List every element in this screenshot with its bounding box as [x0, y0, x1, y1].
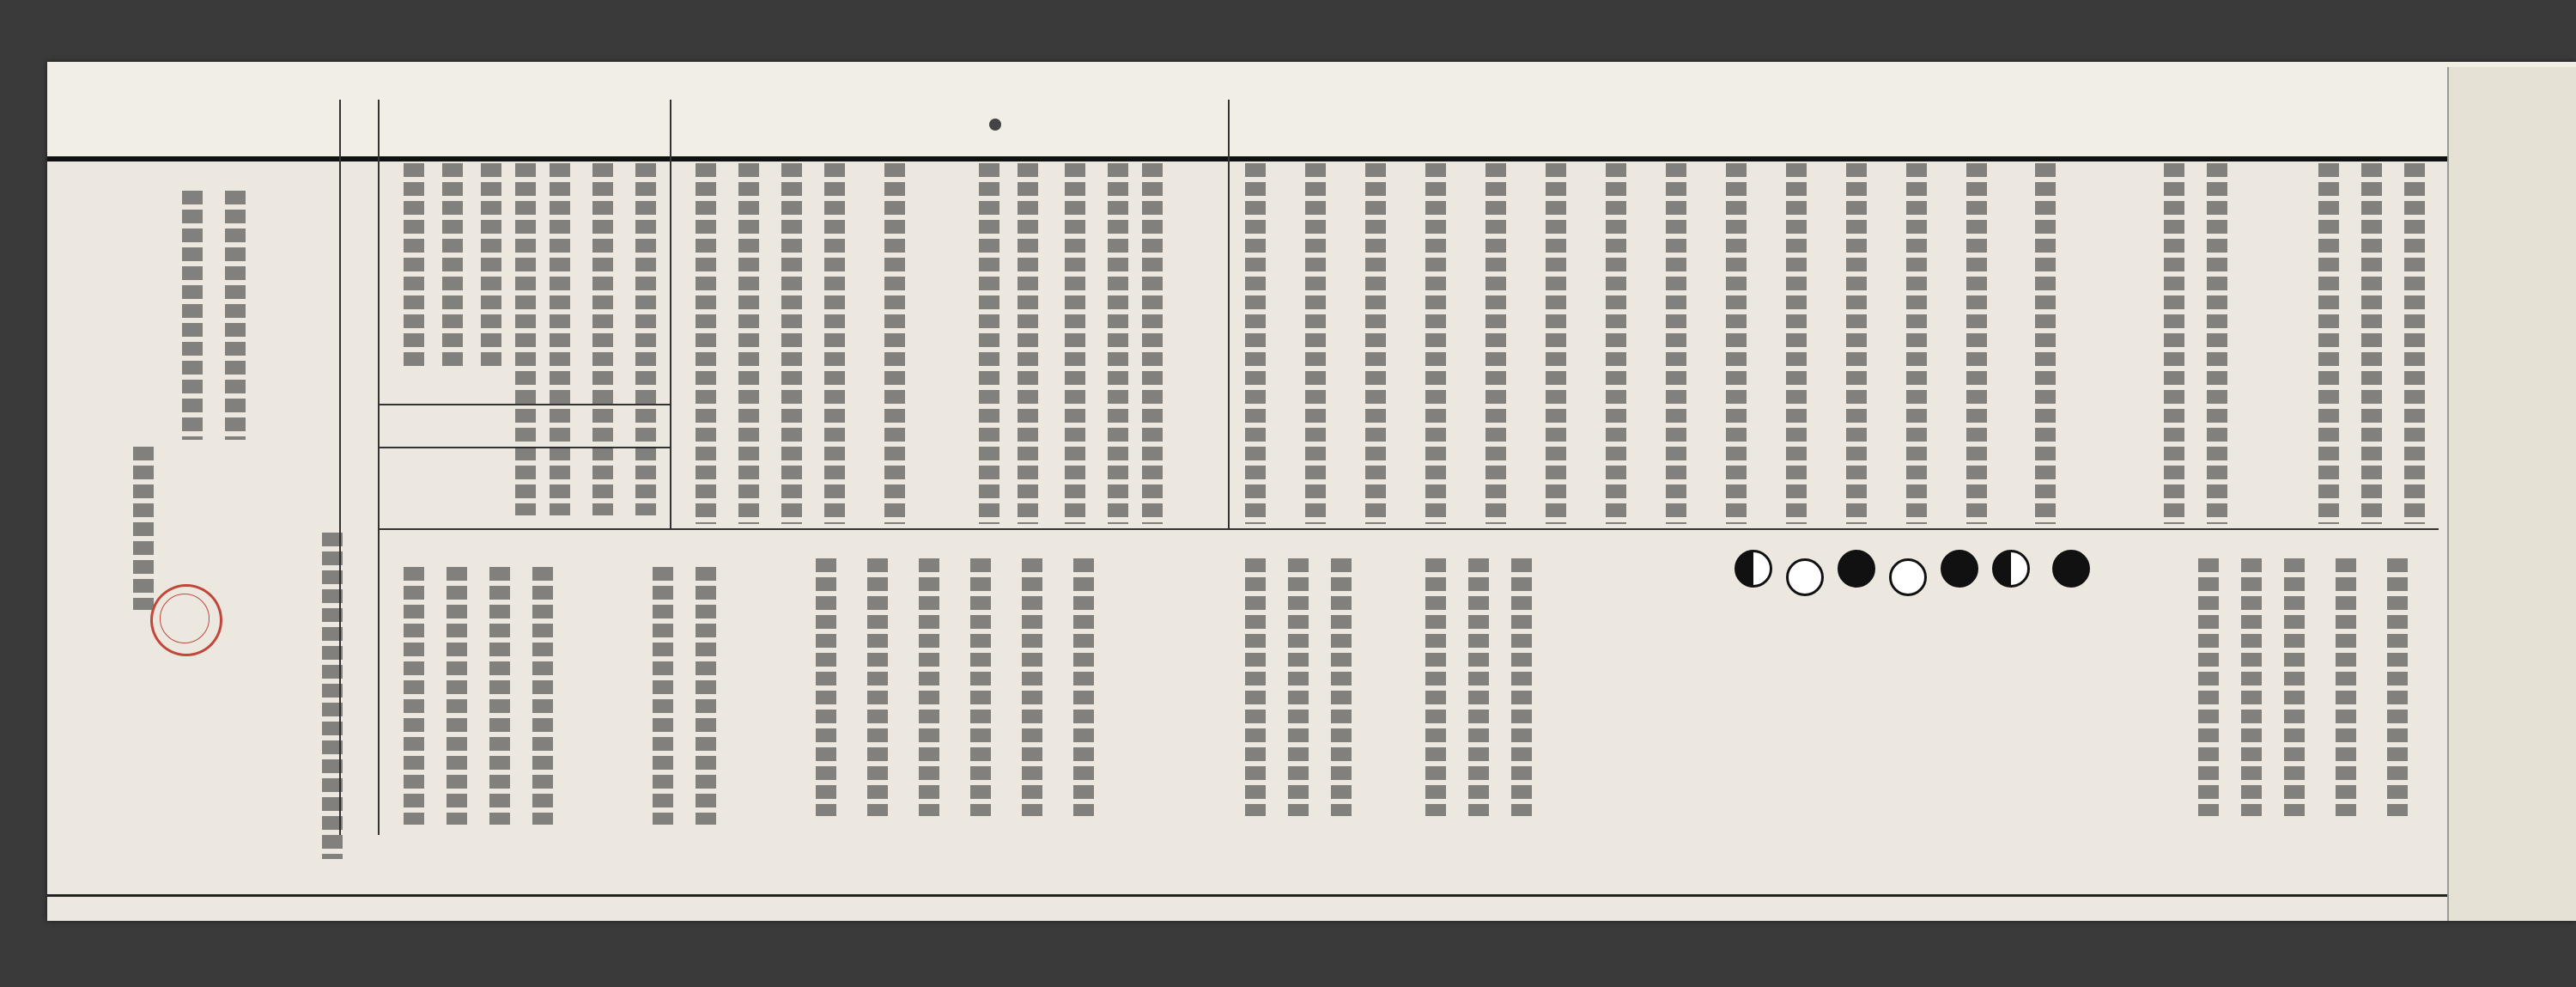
author-credit — [322, 533, 343, 859]
museum-stamp — [150, 584, 222, 656]
note-column — [447, 567, 467, 825]
direction-column — [1726, 163, 1747, 524]
publication-note — [225, 191, 246, 440]
note-column — [2198, 558, 2219, 816]
direction-column — [1666, 163, 1686, 524]
note-column — [824, 163, 845, 524]
note-column — [1018, 163, 1038, 524]
note-column — [1108, 163, 1128, 524]
note-column — [2207, 163, 2227, 524]
note-column — [970, 558, 991, 816]
calendar-table — [481, 163, 501, 369]
moon-marker — [1786, 558, 1824, 596]
direction-column — [1305, 163, 1326, 524]
note-column — [2404, 163, 2425, 524]
calendar-table — [635, 163, 656, 515]
binding-hole — [989, 119, 1001, 131]
note-column — [532, 567, 553, 825]
calendar-table — [550, 163, 570, 515]
note-column — [1142, 163, 1163, 524]
direction-column — [1606, 163, 1626, 524]
direction-column — [2035, 163, 2056, 524]
note-column — [696, 567, 716, 825]
note-column — [867, 558, 888, 816]
direction-column — [1425, 163, 1446, 524]
divider — [1228, 100, 1230, 529]
note-column — [979, 163, 999, 524]
note-column — [2284, 558, 2305, 816]
divider — [670, 100, 671, 529]
direction-column — [1365, 163, 1386, 524]
note-column — [1468, 558, 1489, 816]
note-column — [2361, 163, 2382, 524]
publication-note — [182, 191, 203, 440]
direction-column — [1245, 163, 1266, 524]
direction-column — [1966, 163, 1987, 524]
note-column — [1425, 558, 1446, 816]
direction-column — [1786, 163, 1807, 524]
note-column — [489, 567, 510, 825]
moon-marker — [1838, 550, 1875, 588]
note-column — [1065, 163, 1085, 524]
top-margin-strip — [47, 62, 2576, 161]
note-column — [919, 558, 939, 816]
moon-marker — [1889, 558, 1927, 596]
note-column — [1073, 558, 1094, 816]
divider — [378, 100, 380, 835]
note-column — [2241, 558, 2262, 816]
note-column — [653, 567, 673, 825]
calendar-table — [515, 163, 536, 515]
moon-marker — [1735, 550, 1772, 588]
note-column — [884, 163, 905, 524]
note-column — [1331, 558, 1352, 816]
moon-marker — [2052, 550, 2090, 588]
calendar-table — [442, 163, 463, 369]
note-column — [816, 558, 836, 816]
direction-column — [1906, 163, 1927, 524]
note-column — [738, 163, 759, 524]
note-column — [2336, 558, 2356, 816]
folded-flap — [2447, 67, 2576, 921]
direction-column — [1846, 163, 1867, 524]
publisher-address — [133, 447, 154, 610]
calendar-table — [592, 163, 613, 515]
note-column — [2164, 163, 2184, 524]
moon-marker — [1941, 550, 1978, 588]
colophon — [0, 100, 341, 835]
bottom-rule — [47, 894, 2576, 897]
note-column — [1245, 558, 1266, 816]
note-column — [404, 567, 424, 825]
note-column — [2318, 163, 2339, 524]
direction-column — [1485, 163, 1506, 524]
register-rule — [378, 528, 2439, 530]
moon-marker — [1992, 550, 2030, 588]
note-column — [696, 163, 716, 524]
note-column — [1022, 558, 1042, 816]
note-column — [2387, 558, 2408, 816]
note-column — [781, 163, 802, 524]
note-column — [1511, 558, 1532, 816]
calendar-table — [404, 163, 424, 369]
direction-column — [1546, 163, 1566, 524]
note-column — [1288, 558, 1309, 816]
